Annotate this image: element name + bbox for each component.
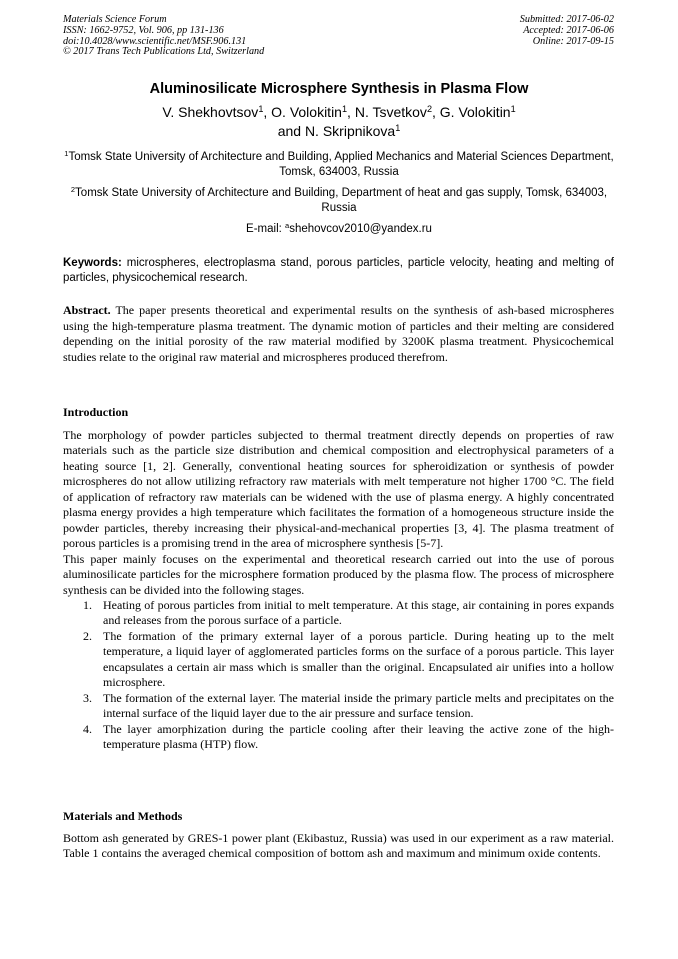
author: V. Shekhovtsov$^1$,: [162, 104, 272, 120]
accepted-date: Accepted: 2017-06-06: [523, 24, 614, 36]
paper-title: Aluminosilicate Microsphere Synthesis in Plasma Flow: [149, 81, 529, 97]
online-date: Online: 2017-09-15: [532, 35, 614, 47]
journal-name: Materials Science Forum: [63, 14, 167, 25]
journal-copyright: © 2017 Trans Tech Publications Ltd, Switzerland: [63, 46, 265, 58]
introduction-body: [63, 428, 614, 753]
paragraph: Bottom ash generated by GRES-1 power plant (Ekibastuz, Russia) was used in our experiment as a raw material. Table 1 contains the averaged chemical composition of bottom ash and maximum and minimum oxide contents.: [63, 831, 614, 861]
keywords-label: Keywords:: [63, 257, 122, 269]
journal-issn: ISSN: 1662-9752, Vol. 906, pp 131-136: [63, 24, 224, 36]
keywords-text: microspheres, electroplasma stand, porous particles, particle velocity, heating and melting of particles, physicochemical research.: [63, 257, 614, 284]
contact-email: E-mail: $^a$shehovcov2010@yandex.ru: [246, 220, 432, 235]
list-item: 1. Heating of porous particles from initial to melt temperature. At this stage, air containing in pores expands and releases from the porous surface of a particle.: [83, 597, 614, 628]
list-item: 2. The formation of the primary external layer of a porous particle. During heating up to the melt temperature, a liquid layer of agglomerated particles forms on the surface of a porous particle. This layer encapsulates a certain air mass which is smaller than the original. Encapsulated air unifies into a hollow microsphere.: [83, 628, 614, 690]
abstract-section: [63, 303, 614, 365]
paragraph: The morphology of powder particles subjected to thermal treatment directly depends on properties of raw materials such as the particle size distribution and chemical composition and electrophysical parameters of a heating source [1, 2]. Generally, conventional heating sources for spheroidization or synthesis of powder microspheres do not allow utilizing refractory raw materials with melt temperature not higher 1700 °C. The field of application of refractory raw materials can be widened with the use of plasma energy. A highly concentrated plasma energy provides a high temperature which facilitates the formation of a homogeneous structure inside the powder particles, thereby increasing their physical-and-mechanical properties [3, 4]. The plasma treatment of porous particles is a promising trend in the area of microsphere synthesis [5-7].: [63, 428, 614, 551]
journal-info: [63, 15, 264, 58]
paragraph: This paper mainly focuses on the experimental and theoretical research carried out into the use of porous aluminosilicate particles for the microsphere formation produced by the plasma flow. The process of microsphere synthesis can be divided into the following stages.: [63, 551, 614, 597]
author: N. Tsvetkov$^2$,: [354, 104, 440, 120]
abstract-label: Abstract.: [63, 303, 111, 317]
journal-doi: doi:10.4028/www.scientific.net/MSF.906.131: [63, 35, 247, 47]
methods-heading: Materials and Methods: [63, 809, 183, 823]
keywords-section: [63, 256, 614, 285]
abstract-text: The paper presents theoretical and experimental results on the synthesis of ash-based microspheres using the high-temperature plasma treatment. The dynamic motion of particles and their melting are considered depending on the initial porosity of the raw material modified by 3200K plasma treatment. Physicochemical studies relate to the original raw material and microspheres produced therefrom.: [63, 303, 614, 364]
author-list: [60, 103, 618, 141]
submitted-date: Submitted: 2017-06-02: [519, 14, 614, 25]
author: G. Volokitin$^1$: [439, 104, 516, 120]
list-item: 3. The formation of the external layer. The material inside the primary particle melts and precipitates on the internal surface of the liquid layer due to the air pressure and surface tension.: [83, 690, 614, 721]
list-item: 4. The layer amorphization during the particle cooling after their leaving the active zone of the high-temperature plasma (HTP) flow.: [83, 721, 614, 752]
introduction-heading: Introduction: [63, 405, 129, 419]
author: and N. Skripnikova$^1$: [277, 123, 401, 139]
affiliation-2: $^2$Tomsk State University of Architecture and Building, Department of heat and gas supply, Tomsk, 634003, Russia: [70, 184, 608, 214]
methods-body: [63, 831, 614, 862]
publication-dates: [520, 15, 614, 47]
affiliation-1: $^1$Tomsk State University of Architecture and Building, Applied Mechanics and Material Sciences Department, Tomsk, 634003, Russia: [64, 148, 614, 178]
email-address[interactable]: shehovcov2010@yandex.ru: [289, 223, 432, 235]
author: O. Volokitin$^1$,: [271, 104, 355, 120]
stage-list: [63, 598, 614, 753]
